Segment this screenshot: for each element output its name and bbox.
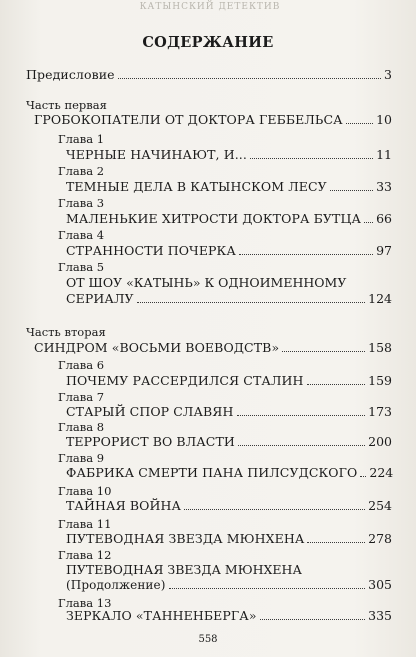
chapter-label: Глава 1 <box>58 132 105 146</box>
toc-entry-chapter[interactable] <box>66 532 392 546</box>
toc-entry-page: 159 <box>368 373 392 388</box>
toc-entry-page: 97 <box>376 243 392 258</box>
toc-entry-subtitle: (Продолжение) <box>66 578 166 592</box>
chapter-label: Глава 11 <box>58 517 112 531</box>
toc-entry-page: 3 <box>384 67 392 82</box>
toc-entry-chapter[interactable] <box>66 466 392 480</box>
toc-entry-chapter[interactable] <box>66 405 392 419</box>
chapter-label: Глава 13 <box>58 596 112 610</box>
leader-dots <box>239 254 373 255</box>
leader-dots <box>250 158 373 159</box>
leader-dots <box>169 588 366 589</box>
leader-dots <box>307 384 366 385</box>
chapter-label: Глава 7 <box>58 390 105 404</box>
toc-entry-page: 305 <box>368 577 392 592</box>
toc-entry-title: СИНДРОМ «ВОСЬМИ ВОЕВОДСТВ» <box>34 340 280 355</box>
toc-entry-page: 158 <box>368 340 392 355</box>
toc-entry-title: ТАЙНАЯ ВОЙНА <box>66 498 182 513</box>
toc-entry-page: 33 <box>376 179 392 194</box>
toc-entry-chapter[interactable] <box>66 499 392 513</box>
toc-entry-page: 66 <box>376 211 392 226</box>
leader-dots <box>307 542 365 543</box>
chapter-label: Глава 5 <box>58 260 105 274</box>
toc-entry-page: 200 <box>368 434 392 449</box>
leader-dots <box>364 222 373 223</box>
leader-dots <box>260 619 366 620</box>
toc-entry-preface[interactable] <box>26 68 392 82</box>
toc-entry-chapter[interactable] <box>66 148 392 162</box>
toc-entry-title: ЗЕРКАЛО «ТАННЕНБЕРГА» <box>66 608 257 623</box>
toc-entry-title: ГРОБОКОПАТЕЛИ ОТ ДОКТОРА ГЕББЕЛЬСА <box>34 112 343 127</box>
toc-entry-title-line2: СЕРИАЛУ <box>66 291 134 306</box>
leader-dots <box>360 476 366 477</box>
page-number: 558 <box>198 634 218 645</box>
toc-entry-title-line1: ОТ ШОУ «КАТЫНЬ» К ОДНОИМЕННОМУ <box>66 275 347 290</box>
page-title: СОДЕРЖАНИЕ <box>142 34 274 51</box>
toc-entry-page: 224 <box>369 465 394 480</box>
toc-entry-page: 10 <box>376 112 392 127</box>
toc-entry-title: СТАРЫЙ СПОР СЛАВЯН <box>66 404 234 419</box>
chapter-label: Глава 4 <box>58 228 105 242</box>
toc-entry-page: 335 <box>368 608 392 623</box>
toc-entry-title: ЧЕРНЫЕ НАЧИНАЮТ, И... <box>66 147 247 162</box>
toc-entry-chapter[interactable] <box>66 292 392 306</box>
leader-dots <box>330 190 373 191</box>
chapter-label: Глава 6 <box>58 358 105 372</box>
part-label: Часть первая <box>26 98 107 112</box>
toc-entry-page: 11 <box>376 147 392 162</box>
toc-entry-part1[interactable] <box>34 113 392 127</box>
toc-entry-chapter[interactable] <box>66 212 392 226</box>
toc-entry-page: 278 <box>368 531 392 546</box>
leader-dots <box>137 302 366 303</box>
leader-dots <box>238 445 365 446</box>
toc-entry-title: ПУТЕВОДНАЯ ЗВЕЗДА МЮНХЕНА <box>66 531 305 546</box>
leader-dots <box>118 78 381 79</box>
chapter-label: Глава 10 <box>58 484 112 498</box>
chapter-label: Глава 3 <box>58 196 105 210</box>
toc-entry-title: ТЕМНЫЕ ДЕЛА В КАТЫНСКОМ ЛЕСУ <box>66 179 327 194</box>
toc-entry-chapter[interactable] <box>66 435 392 449</box>
chapter-label: Глава 2 <box>58 164 105 178</box>
toc-entry-page: 173 <box>368 404 392 419</box>
running-header-showthrough: КАТЫНСКИЙ ДЕТЕКТИВ <box>139 2 281 12</box>
toc-entry-chapter[interactable] <box>66 374 392 388</box>
toc-entry-title: ФАБРИКА СМЕРТИ ПАНА ПИЛСУДСКОГО <box>66 465 358 480</box>
leader-dots <box>184 509 365 510</box>
toc-entry-title: ПОЧЕМУ РАССЕРДИЛСЯ СТАЛИН <box>66 373 304 388</box>
toc-entry-chapter[interactable] <box>66 609 392 623</box>
toc-entry-page: 124 <box>368 291 392 306</box>
chapter-label: Глава 12 <box>58 548 112 562</box>
toc-entry-page: 254 <box>368 498 392 513</box>
leader-dots <box>282 351 365 352</box>
toc-entry-part2[interactable] <box>34 341 392 355</box>
toc-entry-chapter[interactable] <box>66 180 392 194</box>
leader-dots <box>346 123 373 124</box>
leader-dots <box>237 415 366 416</box>
toc-entry-title: МАЛЕНЬКИЕ ХИТРОСТИ ДОКТОРА БУТЦА <box>66 211 362 226</box>
part-label: Часть вторая <box>26 325 106 339</box>
toc-entry-title: СТРАННОСТИ ПОЧЕРКА <box>66 243 236 258</box>
chapter-label: Глава 8 <box>58 420 105 434</box>
chapter-label: Глава 9 <box>58 451 105 465</box>
toc-entry-title: ТЕРРОРИСТ ВО ВЛАСТИ <box>66 434 235 449</box>
toc-entry-chapter[interactable] <box>66 578 392 592</box>
toc-entry-chapter[interactable] <box>66 244 392 258</box>
toc-entry-title: ПУТЕВОДНАЯ ЗВЕЗДА МЮНХЕНА <box>66 562 302 577</box>
toc-entry-title: Предисловие <box>26 67 115 82</box>
